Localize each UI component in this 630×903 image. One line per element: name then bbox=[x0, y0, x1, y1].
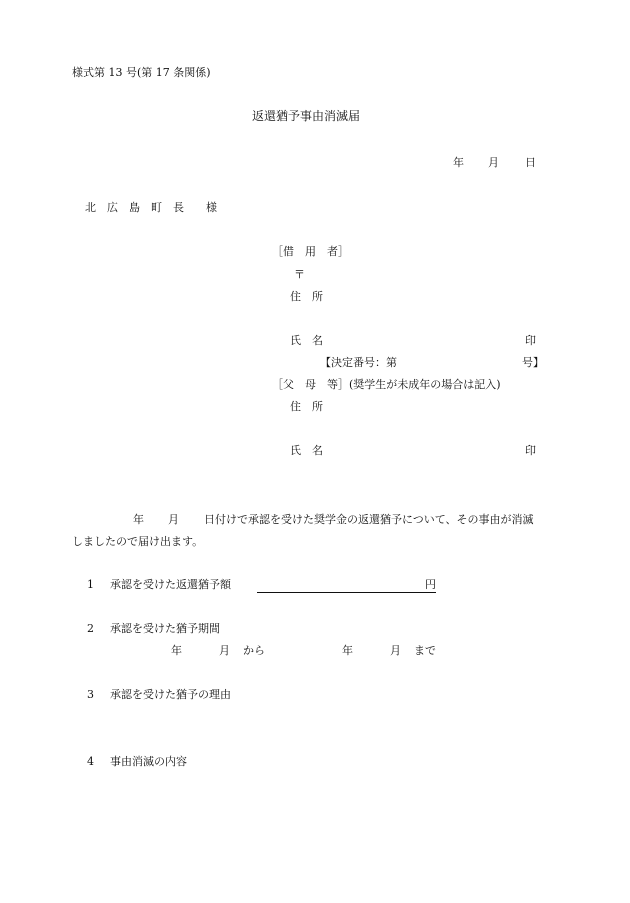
form-number: 様式第 13 号(第 17 条関係) bbox=[72, 66, 211, 79]
parent-seal: 印 bbox=[525, 444, 536, 457]
postal-mark: 〒 bbox=[294, 268, 305, 281]
item4-number: 4 bbox=[87, 755, 94, 768]
decision-number-prefix: 【決定番号：第 bbox=[320, 356, 397, 369]
addressee: 北 広 島 町 長 様 bbox=[85, 201, 217, 214]
decision-number-suffix: 号】 bbox=[522, 356, 544, 369]
parent-address-label: 住 所 bbox=[290, 400, 323, 413]
document-title: 返還猶予事由消滅届 bbox=[252, 109, 361, 123]
borrower-seal: 印 bbox=[525, 334, 536, 347]
period-from-year-label: 年 bbox=[171, 644, 182, 657]
period-to-year-label: 年 bbox=[342, 644, 353, 657]
period-to-month-label: 月 bbox=[390, 644, 401, 657]
item2-label: 承認を受けた猶予期間 bbox=[110, 622, 220, 635]
item3-number: 3 bbox=[87, 688, 94, 701]
item3-label: 承認を受けた猶予の理由 bbox=[110, 688, 231, 701]
body-line1-text: 日付けで承認を受けた奨学金の返還猶予について、その事由が消滅 bbox=[204, 513, 534, 526]
period-from-month-label: 月 bbox=[219, 644, 230, 657]
parent-section-label: ［父 母 等］(奨学生が未成年の場合は記入) bbox=[272, 378, 501, 391]
item2-number: 2 bbox=[87, 622, 94, 635]
body-month-label: 月 bbox=[168, 513, 179, 526]
period-to-label: まで bbox=[414, 644, 436, 657]
date-day-label: 日 bbox=[525, 156, 536, 169]
borrower-address-label: 住 所 bbox=[290, 290, 323, 303]
date-year-label: 年 bbox=[453, 156, 464, 169]
date-month-label: 月 bbox=[488, 156, 499, 169]
borrower-name-label: 氏 名 bbox=[290, 334, 323, 347]
borrower-section-label: ［借 用 者］ bbox=[272, 245, 349, 258]
deferred-amount-field[interactable] bbox=[257, 578, 425, 593]
body-year-label: 年 bbox=[133, 513, 144, 526]
item4-label: 事由消滅の内容 bbox=[110, 755, 187, 768]
item1-label: 承認を受けた返還猶予額 bbox=[110, 578, 231, 591]
body-line2-text: しましたので届け出ます。 bbox=[72, 535, 204, 548]
period-from-label: から bbox=[243, 644, 265, 657]
item1-number: 1 bbox=[87, 578, 94, 591]
parent-name-label: 氏 名 bbox=[290, 444, 323, 457]
item1-yen-unit: 円 bbox=[425, 578, 436, 591]
